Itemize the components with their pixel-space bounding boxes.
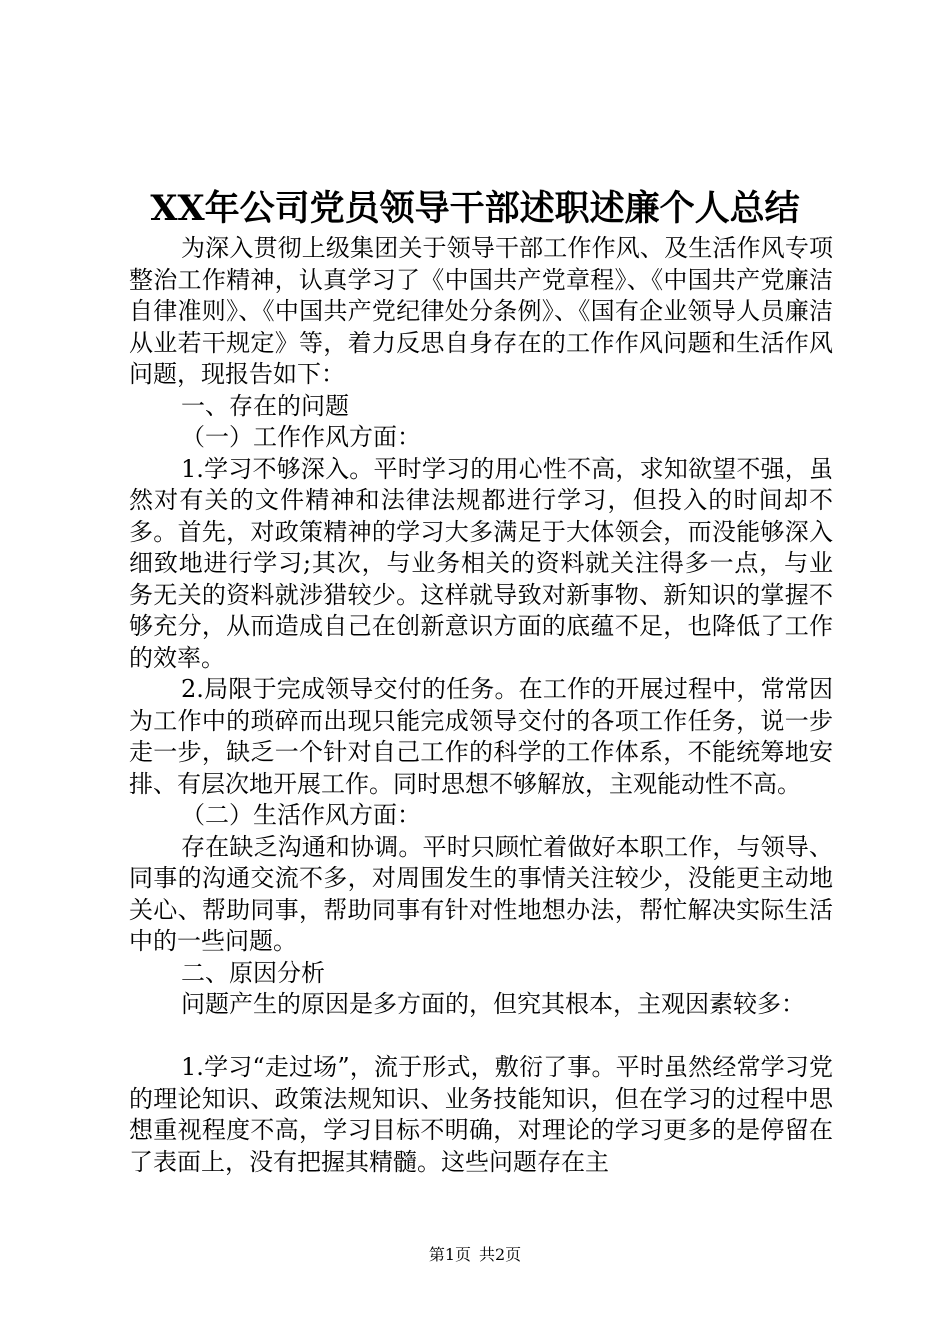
paragraph-work-item-2: 2.局限于完成领导交付的任务。在工作的开展过程中，常常因为工作中的琐碎而出现只能完成领导交付的各项工作任务，说一步走一步，缺乏一个针对自己工作的科学的工作体系，不能统筹地安排、有层次地开展工作。同时思想不够解放，主观能动性不高。 xyxy=(129,675,833,798)
section-heading-problems: 一、存在的问题 xyxy=(181,391,349,420)
section-heading-causes: 二、原因分析 xyxy=(181,958,325,987)
page-total: 共2页 xyxy=(479,1245,522,1264)
paragraph-causes-intro: 问题产生的原因是多方面的，但究其根本，主观因素较多： xyxy=(181,990,805,1018)
paragraph-cause-item-1: 1.学习“走过场”，流于形式，敷衍了事。平时虽然经常学习党的理论知识、政策法规知识、业务技能知识，但在学习的过程中思想重视程度不高，学习目标不明确，对理论的学习更多的是停留在了表面上，没有把握其精髓。这些问题存在主 xyxy=(129,1053,833,1176)
paragraph-intro: 为深入贯彻上级集团关于领导干部工作作风、及生活作风专项整治工作精神，认真学习了《中国共产党章程》、《中国共产党廉洁自律准则》、《中国共产党纪律处分条例》、《国有企业领导人员廉洁从业若干规定》等，着力反思自身存在的工作作风问题和生活作风问题，现报告如下： xyxy=(129,234,833,388)
document-title: XX年公司党员领导干部述职述廉个人总结 xyxy=(150,188,800,229)
document-body xyxy=(129,233,833,1178)
paragraph-spacer xyxy=(129,1021,833,1053)
paragraph-life-style: 存在缺乏沟通和协调。平时只顾忙着做好本职工作，与领导、同事的沟通交流不多，对周围发生的事情关注较少，没能更主动地关心、帮助同事，帮助同事有针对性地想办法，帮忙解决实际生活中的一些问题。 xyxy=(129,832,833,955)
subsection-heading-work-style: （一）工作作风方面： xyxy=(181,423,421,451)
subsection-heading-life-style: （二）生活作风方面： xyxy=(181,801,421,829)
paragraph-work-item-1: 1.学习不够深入。平时学习的用心性不高，求知欲望不强，虽然对有关的文件精神和法律法规都进行学习，但投入的时间却不多。首先，对政策精神的学习大多满足于大体领会，而没能够深入细致地进行学习;其次，与业务相关的资料就关注得多一点，与业务无关的资料就涉猎较少。这样就导致对新事物、新知识的掌握不够充分，从而造成自己在创新意识方面的底蕴不足，也降低了工作的效率。 xyxy=(129,454,833,672)
page-footer xyxy=(0,1244,950,1266)
page-number: 第1页 xyxy=(428,1245,471,1264)
